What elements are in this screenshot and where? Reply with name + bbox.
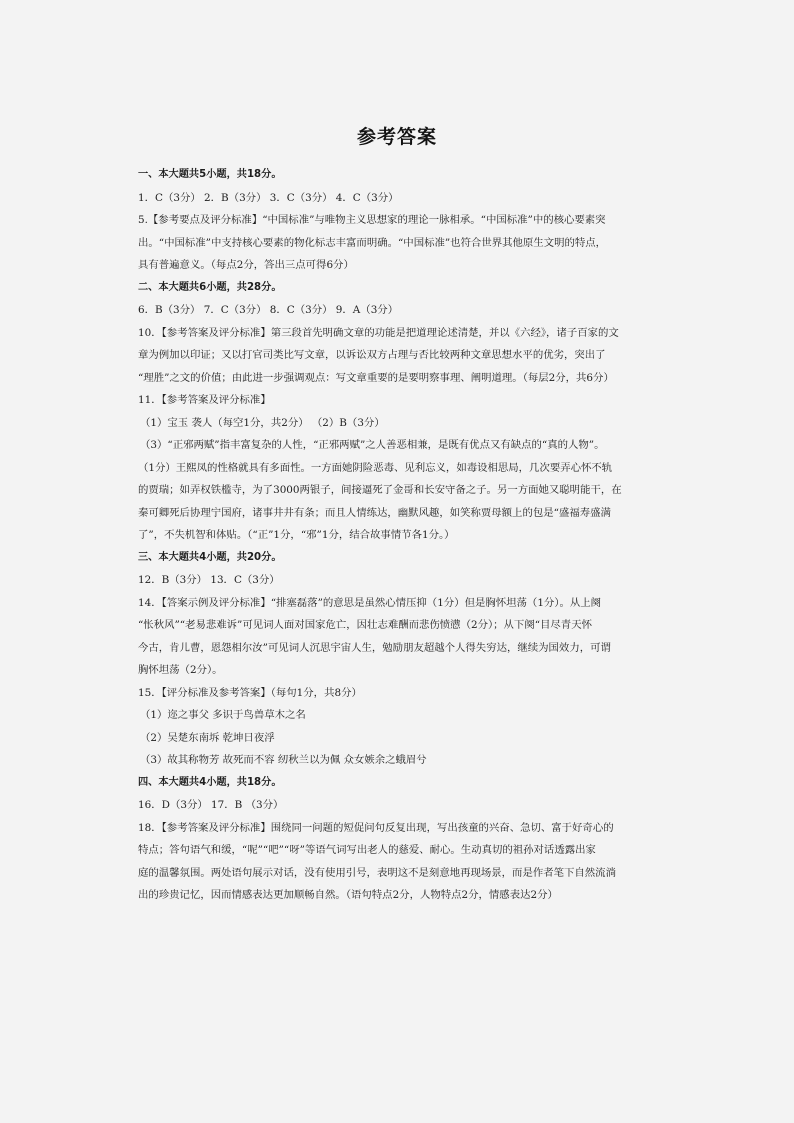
answer-line: 11．【参考答案及评分标准】 — [138, 394, 271, 406]
answer-line: （3）故其称物芳 故死而不容 纫秋兰以为佩 众女嫉余之蛾眉兮 — [140, 754, 427, 766]
answer-line: 5.【参考要点及评分标准】“中国标准”与唯物主义思想家的理论一脉相承。“中国标准”中的核心要素突 — [138, 214, 606, 226]
answer-line: （2）吴楚东南坼 乾坤日夜浮 — [140, 731, 275, 744]
answer-line: 18．【参考答案及评分标准】围绕同一问题的短促问句反复出现，写出孩童的兴奋、急切、富于好奇心的 — [138, 821, 614, 834]
answer-line: 14．【答案示例及评分标准】“排塞磊落”的意思是虽然心情压抑（1分）但是胸怀坦荡（1分）。从上阕 — [138, 596, 602, 609]
answer-line: 出。“中国标准”中支持核心要素的物化标志丰富而明确。“中国标准”也符合世界其他原生文明的特点， — [138, 236, 607, 249]
answer-line: 秦可卿死后协理宁国府，诸事井井有条；而且人情练达，幽默风趣，如笑称贾母额上的包是“盛福寿盛满 — [138, 506, 611, 519]
answer-line: （1分）王熙凤的性格就具有多面性。一方面她阴险恶毒、见利忘义，如毒设相思局，几次要弄心怀不轨 — [138, 461, 613, 474]
answer-line: （3）“正邪两赋”指丰富复杂的人性，“正邪两赋”之人善恶相兼，是既有优点又有缺点的“真的人物”。 — [140, 439, 605, 451]
answer-line: 12．B（3分） 13．C（3分） — [138, 574, 280, 586]
answer-content — [138, 164, 658, 907]
answer-line: （1）宝玉 袭人（每空1分，共2分） （2）B（3分） — [140, 416, 385, 429]
answer-line: 庭的温馨氛围。两处语句展示对话，没有使用引号，表明这不是刻意地再现场景，而是作者笔下自然流淌 — [138, 866, 616, 879]
answer-line: 特点；答句语气和缓，“呢”“吧”“呀”等语气词写出老人的慈爱、耐心。生动真切的祖孙对话透露出家 — [138, 844, 596, 856]
section-heading: 二、本大题共6小题，共28分。 — [138, 281, 282, 293]
section-heading: 四、本大题共4小题，共18分。 — [138, 776, 282, 788]
section-heading: 一、本大题共5小题，共18分。 — [138, 169, 282, 180]
answer-line: 了”，不失机智和体贴。（“正”1分，“邪”1分，结合故事情节各1分。） — [138, 529, 455, 541]
answer-line: （1）迩之事父 多识于鸟兽草木之名 — [140, 709, 306, 721]
answer-line: 今古，肯儿曹，恩怨相尔汝”可见词人沉思宇宙人生，勉励朋友超越个人得失穷达，继续为国效力，可谓 — [138, 641, 611, 654]
section-heading: 三、本大题共4小题，共20分。 — [138, 551, 282, 563]
answer-line: 1．C（3分） 2．B（3分） 3．C（3分） 4．C（3分） — [138, 191, 399, 204]
answer-line: 16．D（3分） 17．B （3分） — [138, 799, 284, 811]
page-title: 参考答案 — [356, 126, 437, 148]
answer-line: 6．B（3分） 7．C（3分） 8．C（3分） 9．A（3分） — [138, 304, 399, 316]
answer-line: 章为例加以印证；又以打官司类比写文章，以诉讼双方占理与否比较两种文章思想水平的优劣，突出了 — [138, 349, 606, 361]
answer-line: 15．【评分标准及参考答案】（每句1分，共8分） — [138, 686, 362, 699]
answer-line: 的贾瑞；如弄权铁槛寺，为了3000两银子，间接逼死了金哥和长安守备之子。另一方面她又聪明能干，在 — [138, 484, 622, 496]
answer-line: “怅秋风”“老易悲难诉”可见词人面对国家危亡，因壮志难酬而悲伤愤懑（2分）；从下阕“目尽青天怀 — [138, 619, 592, 631]
answer-line: 具有普遍意义。（每点2分，答出三点可得6分） — [138, 259, 354, 271]
answer-line: 胸怀坦荡（2分）。 — [138, 664, 223, 676]
answer-line: 出的珍贵记忆，因而情感表达更加顺畅自然。（语句特点2分，人物特点2分，情感表达2分） — [138, 889, 558, 901]
answer-line: 10．【参考答案及评分标准】第三段首先明确文章的功能是把道理论述清楚，并以《六经》，诸子百家的文 — [138, 326, 619, 339]
answer-line: “理胜”之文的价值；由此进一步强调观点：写文章重要的是要明察事理、阐明道理。（每层2分，共6分） — [138, 371, 614, 384]
